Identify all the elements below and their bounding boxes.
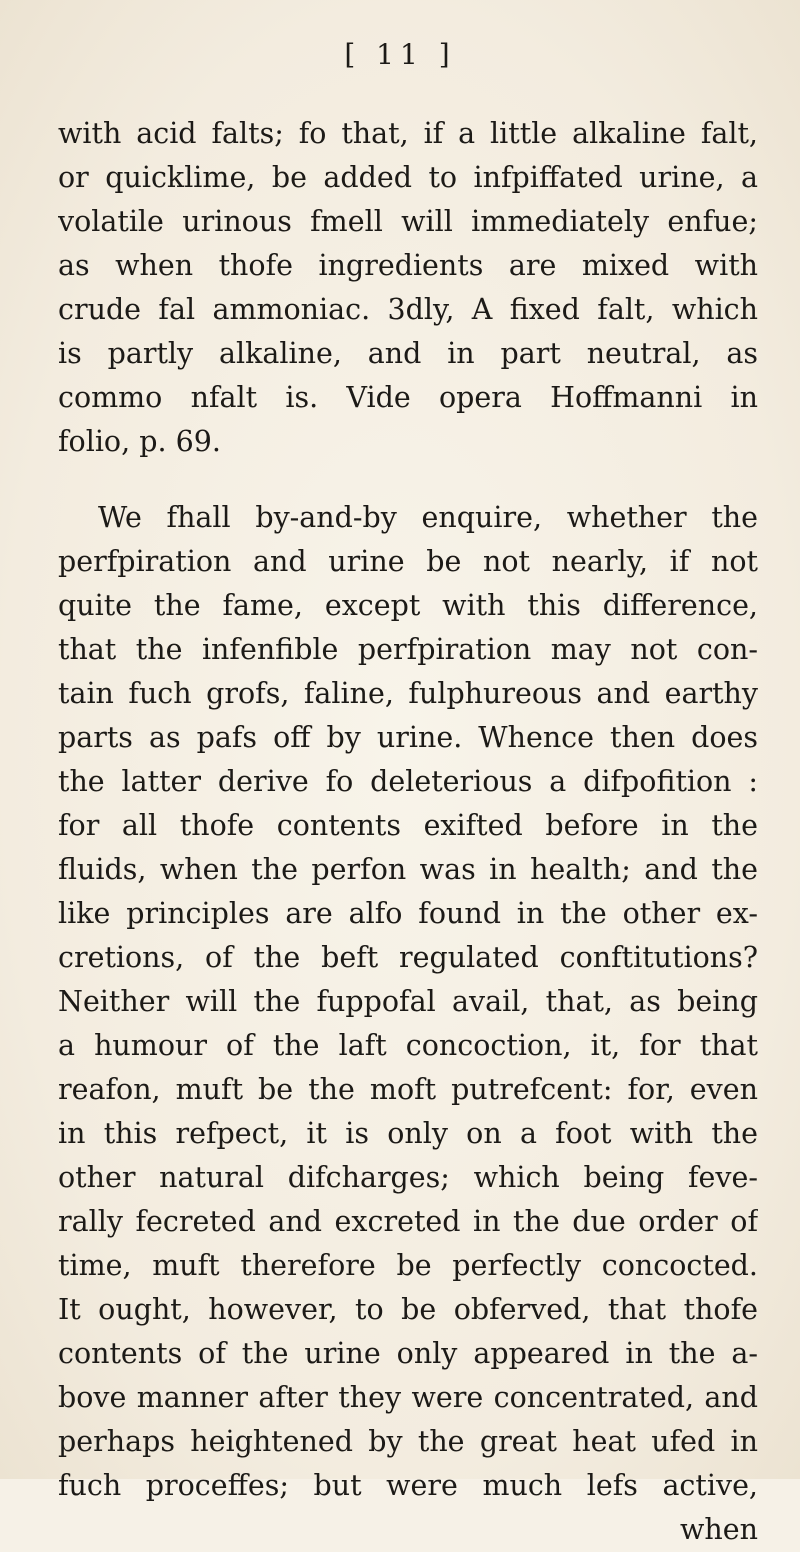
page-number: [ 11 ] xyxy=(344,38,456,71)
text-line: in this refpect, it is only on a foot with the xyxy=(58,1117,758,1150)
text-line: is partly alkaline, and in part neutral, as xyxy=(58,337,758,370)
text-line: parts as pafs off by urine. Whence then does xyxy=(58,721,758,754)
text-line: reafon, muft be the moft putrefcent: for, even xyxy=(58,1073,758,1106)
text-line: for all thofe contents exifted before in the xyxy=(58,809,758,842)
text-line: time, muft therefore be perfectly concocted. xyxy=(58,1249,758,1282)
text-line: We fhall by-and-by enquire, whether the xyxy=(98,501,758,534)
text-line: other natural difcharges; which being feve- xyxy=(58,1161,758,1194)
text-line: cretions, of the beft regulated conftitutions? xyxy=(58,941,758,974)
text-line: a humour of the laft concoction, it, for that xyxy=(58,1029,758,1062)
text-line: like principles are alfo found in the other ex- xyxy=(58,897,758,930)
text-line: bove manner after they were concentrated, and xyxy=(58,1381,758,1414)
text-line: with acid falts; fo that, if a little alkaline falt, xyxy=(58,117,758,150)
text-line: volatile urinous fmell will immediately enfue; xyxy=(58,205,758,238)
text-line: It ought, however, to be obferved, that thofe xyxy=(58,1293,758,1326)
paragraph-1 xyxy=(58,112,758,464)
text-line: perhaps heightened by the great heat ufed in xyxy=(58,1425,758,1458)
text-line: perfpiration and urine be not nearly, if not xyxy=(58,545,758,578)
text-line: or quicklime, be added to infpiffated urine, a xyxy=(58,161,758,194)
text-line: crude fal ammoniac. 3dly, A fixed falt, which xyxy=(58,293,758,326)
text-line: contents of the urine only appeared in the a- xyxy=(58,1337,758,1370)
text-line: fuch proceffes; but were much lefs active, xyxy=(58,1469,758,1502)
text-line: the latter derive fo deleterious a difpofition : xyxy=(58,765,758,798)
catchword: when xyxy=(680,1513,758,1546)
text-line: quite the fame, except with this difference, xyxy=(58,589,758,622)
text-line: folio, p. 69. xyxy=(58,425,221,458)
text-line: commo nfalt is. Vide opera Hoffmanni in xyxy=(58,381,758,414)
text-line: Neither will the fuppofal avail, that, as being xyxy=(58,985,758,1018)
paragraph-2 xyxy=(58,496,758,1552)
text-line: rally fecreted and excreted in the due order of xyxy=(58,1205,758,1238)
text-line: as when thofe ingredients are mixed with xyxy=(58,249,758,282)
text-line: that the infenfible perfpiration may not con- xyxy=(58,633,758,666)
text-line: tain fuch grofs, faline, fulphureous and earthy xyxy=(58,677,758,710)
text-line: fluids, when the perfon was in health; and the xyxy=(58,853,758,886)
